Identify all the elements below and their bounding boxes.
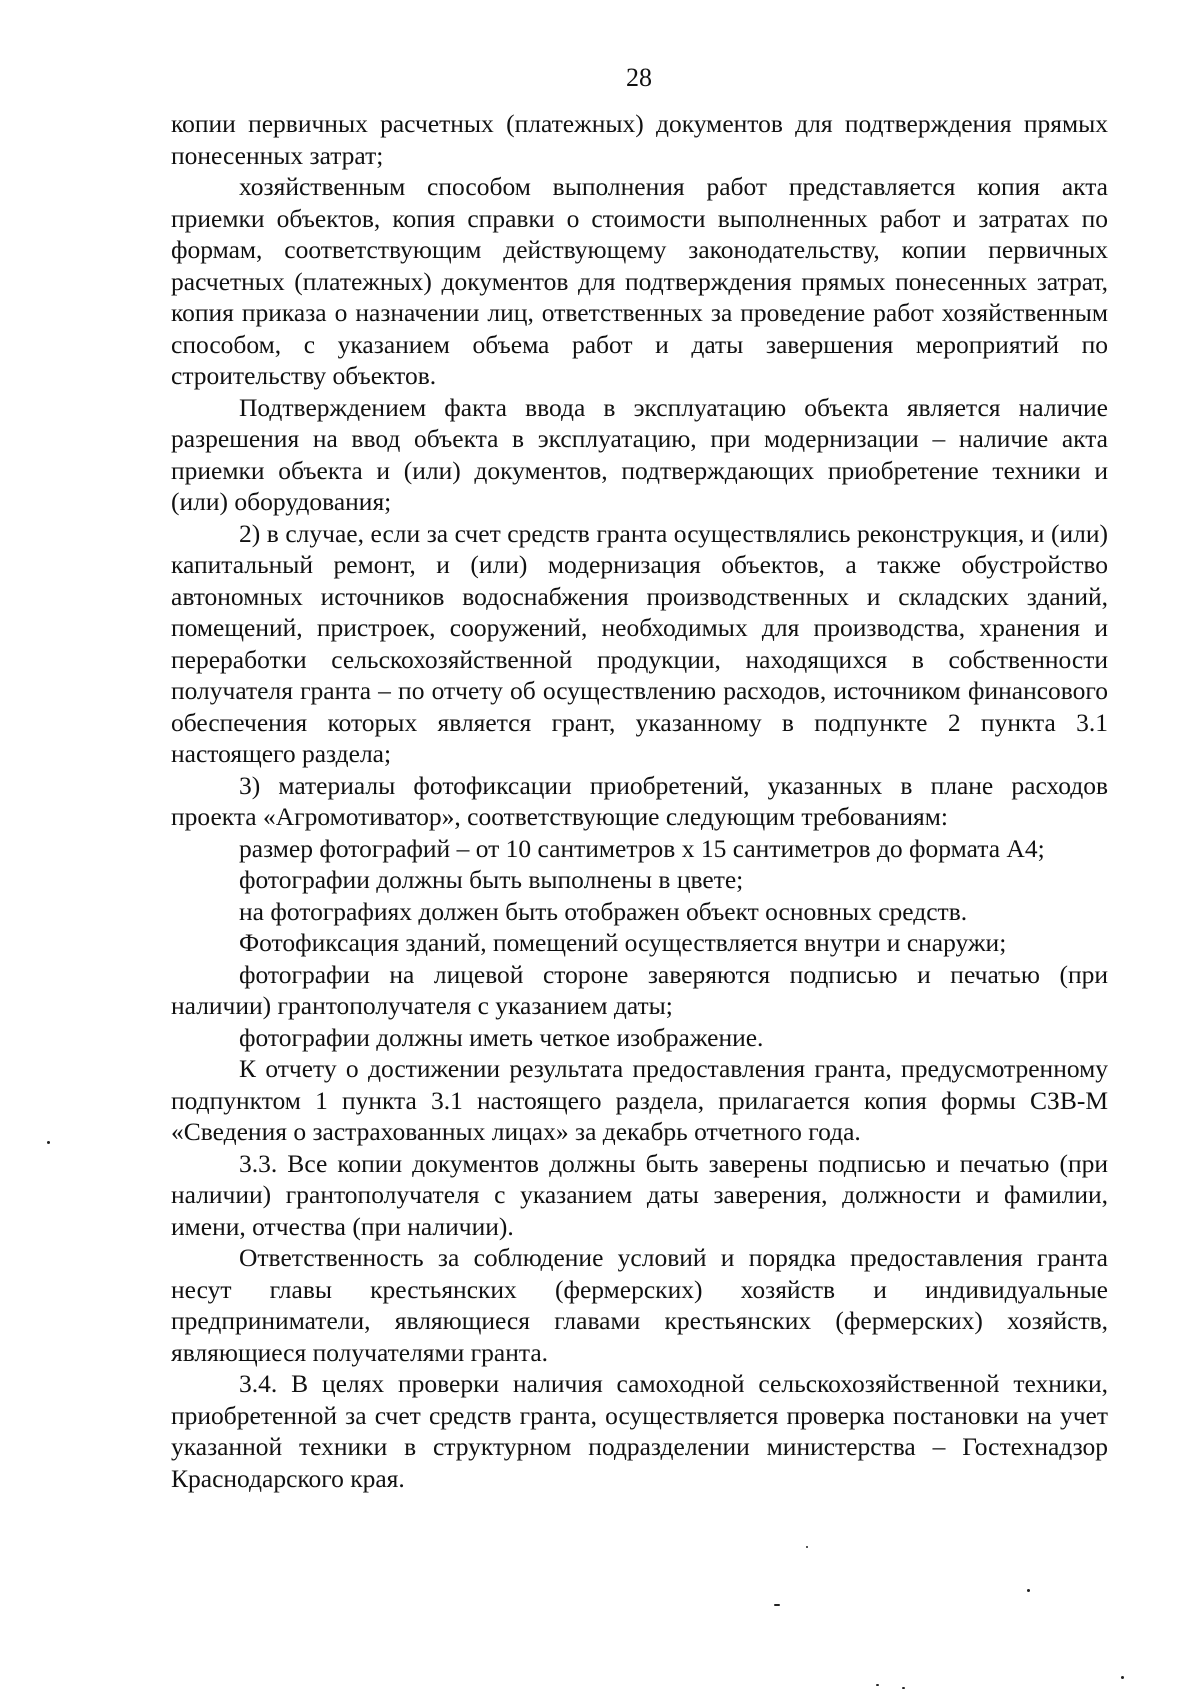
paragraph-1: копии первичных расчетных (платежных) документов для подтверждения прямых понесенных затрат; <box>171 109 1108 170</box>
paragraph-8: на фотографиях должен быть отображен объект основных средств. <box>239 896 968 926</box>
scan-speck <box>1121 1676 1124 1679</box>
paragraph-15: 3.4. В целях проверки наличия самоходной сельскохозяйственной техники, приобретенной за счет средств гранта, осуществляется проверка постановки на учет указанной техники в структурном подразделении министерства – Гостехнадзор Краснодарского края. <box>171 1369 1108 1493</box>
paragraph-10: фотографии на лицевой стороне заверяются подписью и печатью (при наличии) грантополучателя с указанием даты; <box>171 959 1108 1020</box>
paragraph-5: 3) материалы фотофиксации приобретений, указанных в плане расходов проекта «Агромотиватор», соответствующие следующим требованиям: <box>171 770 1108 831</box>
paragraph-4: 2) в случае, если за счет средств гранта осуществлялись реконструкция, и (или) капитальный ремонт, и (или) модернизация объектов, а также обустройство автономных источников водоснабжения производственных и складских зданий, помещений, пристроек, сооружений, необходимых для производства, хранения и переработки сельскохозяйственной продукции, находящихся в собственности получателя гранта – по отчету об осуществлению расходов, источником финансового обеспечения которых является грант, указанному в подпункте 2 пункта 3.1 настоящего раздела; <box>171 518 1108 768</box>
paragraph-11: фотографии должны иметь четкое изображение. <box>239 1022 764 1052</box>
paragraph-14: Ответственность за соблюдение условий и порядка предоставления гранта несут главы крестьянских (фермерских) хозяйств и индивидуальные предприниматели, являющиеся главами крестьянских (фермерских) хозяйств, являющиеся получателями гранта. <box>171 1243 1108 1367</box>
paragraph-3: Подтверждением факта ввода в эксплуатацию объекта является наличие разрешения на ввод объекта в эксплуатацию, при модернизации – наличие акта приемки объекта и (или) документов, подтверждающих приобретение техники и (или) оборудования; <box>171 392 1108 516</box>
scan-speck <box>1027 1589 1030 1592</box>
page-number: 28 <box>626 63 652 92</box>
paragraph-6: размер фотографий – от 10 сантиметров х 15 сантиметров до формата А4; <box>239 833 1045 863</box>
paragraph-9: Фотофиксация зданий, помещений осуществляется внутри и снаружи; <box>239 928 1007 957</box>
scan-speck <box>902 1687 905 1689</box>
paragraph-12: К отчету о достижении результата предоставления гранта, предусмотренному подпунктом 1 пункта 3.1 настоящего раздела, прилагается копия формы СЗВ-М «Сведения о застрахованных лицах» за декабрь отчетного года. <box>171 1054 1108 1146</box>
paragraph-7: фотографии должны быть выполнены в цвете; <box>239 865 744 894</box>
scan-speck <box>876 1684 879 1686</box>
scan-speck <box>47 1141 50 1144</box>
paragraph-2: хозяйственным способом выполнения работ представляется копия акта приемки объектов, копия справки о стоимости выполненных работ и затратах по формам, соответствующим действующему законодательству, копии первичных расчетных (платежных) документов для подтверждения прямых понесенных затрат, копия приказа о назначении лиц, ответственных за проведение работ хозяйственным способом, с указанием объема работ и даты завершения мероприятий по строительству объектов. <box>171 172 1108 390</box>
scan-speck <box>774 1604 780 1606</box>
document-body <box>171 108 1108 1494</box>
paragraph-13: 3.3. Все копии документов должны быть заверены подписью и печатью (при наличии) грантополучателя с указанием даты заверения, должности и фамилии, имени, отчества (при наличии). <box>171 1148 1108 1241</box>
scan-speck <box>806 1546 808 1548</box>
